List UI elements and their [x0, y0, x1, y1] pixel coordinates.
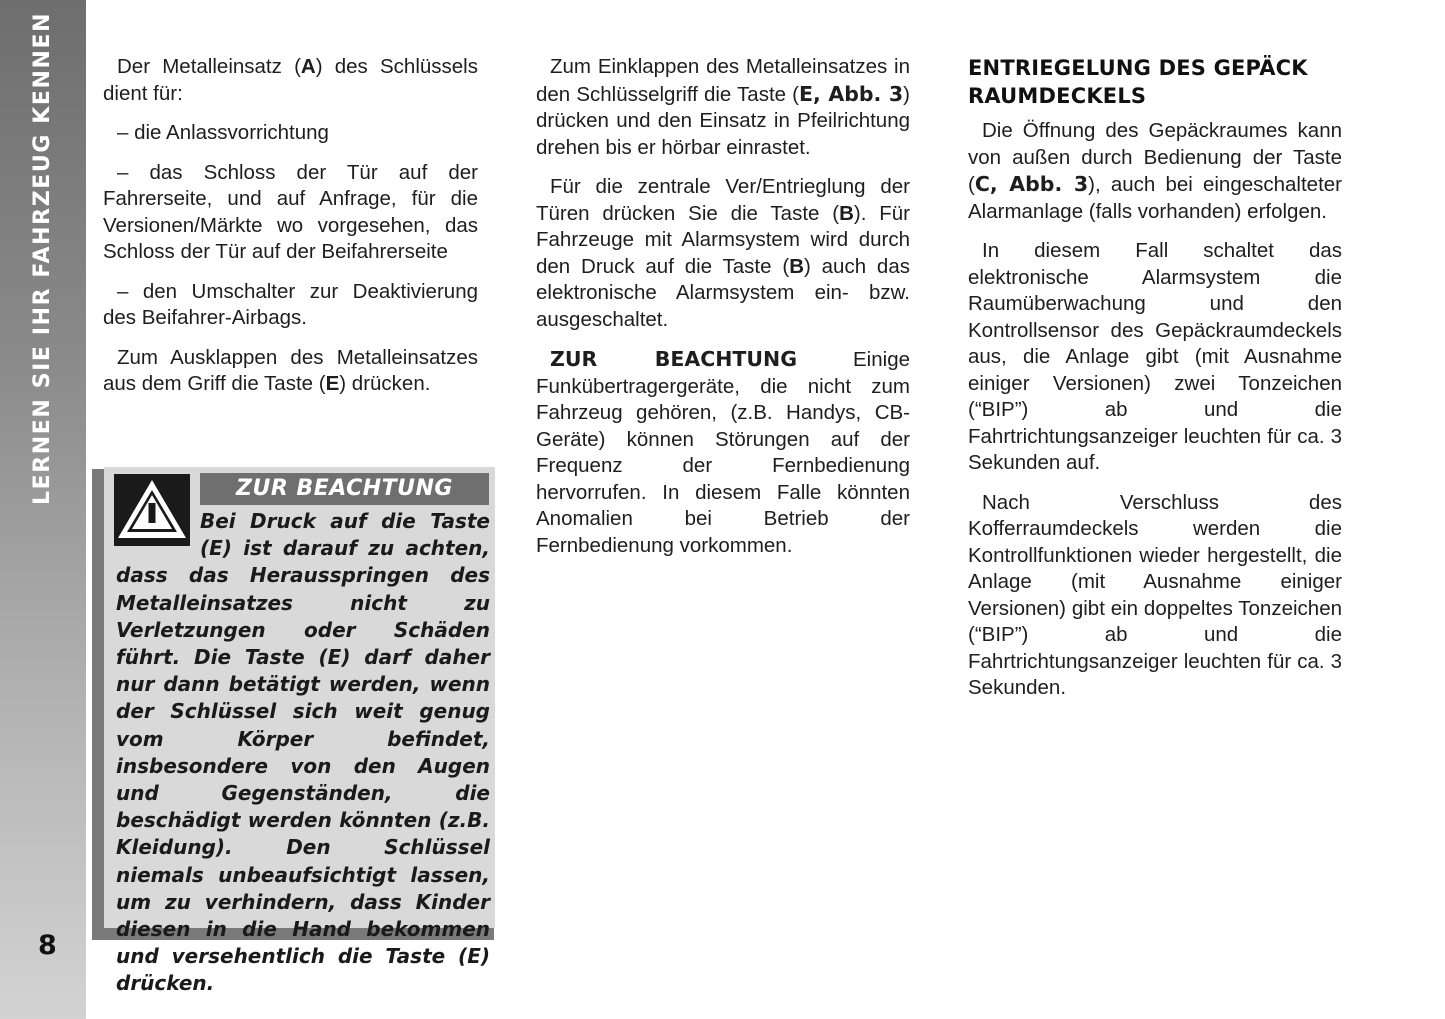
- paragraph: In diesem Fall schaltet das elektronische Alarmsystem die Raumüberwachung und den Kontrollsensor des Gepäckraumdeckels aus, die Anlage gibt (mit Ausnahme einiger Versionen) zwei Tonzeichen (“BIP”) ab und die Fahrtrichtungsanzeiger leuchten für ca. 3 Sekunden auf.: [968, 239, 1342, 474]
- section-heading: ENTRIEGELUNG DES GEPÄCK RAUMDECKELS: [968, 56, 1308, 108]
- paragraph: Die Öffnung des Gepäckraumes kann von außen durch Bedienung der Taste (C, Abb. 3), auch bei eingeschalteter Alarmanlage (falls vorhanden) erfolgen.: [968, 119, 1342, 223]
- list-item: – das Schloss der Tür auf der Fahrerseite, und auf Anfrage, für die Versionen/Märkte wo vorgesehen, das Schloss der Tür auf der Beifahrerseite: [103, 160, 478, 263]
- note-paragraph: ZUR BEACHTUNG Einige Funkübertragergeräte, die nicht zum Fahrzeug gehören, (z.B. Handys, CB-Geräte) können Störungen auf der Frequenz der Fernbedienung hervorrufen. In diesem Falle könnten Anomalien bei Betrieb der Fernbedienung vorkommen.: [536, 347, 910, 557]
- sidebar: [0, 0, 86, 1019]
- paragraph: Für die zentrale Ver/Entrieglung der Türen drücken Sie die Taste (B). Für Fahrzeuge mit Alarmsystem wird durch den Druck auf die Taste (B) auch das elektronische Alarmsystem ein- bzw. ausgeschaltet.: [536, 175, 910, 331]
- paragraph: Der Metalleinsatz (A) des Schlüssels dient für:: [103, 55, 478, 105]
- paragraph: Zum Ausklappen des Metalleinsatzes aus dem Griff die Taste (E) drücken.: [103, 345, 478, 395]
- list-item: – den Umschalter zur Deaktivierung des Beifahrer-Airbags.: [103, 279, 478, 329]
- paragraph: Nach Verschluss des Kofferraumdeckels werden die Kontrollfunktionen wieder hergestellt, die Anlage (mit Ausnahme einiger Versionen) gibt ein doppeltes Tonzeichen (“BIP”) ab und die Fahrtrichtungsanzeiger leuchten für ca. 3 Sekunden.: [968, 490, 1342, 699]
- section-title: LERNEN SIE IHR FAHRZEUG KENNEN: [30, 11, 55, 505]
- list-item: – die Anlassvorrichtung: [117, 121, 329, 144]
- column-2: [536, 54, 910, 572]
- column-3: [968, 54, 1342, 715]
- column-1: [103, 54, 478, 411]
- paragraph: Zum Einklappen des Metalleinsatzes in den Schlüsselgriff die Taste (E, Abb. 3) drücken und den Einsatz in Pfeilrichtung drehen bis er hörbar einrastet.: [536, 55, 910, 159]
- warning-title: ZUR BEACHTUNG: [200, 473, 489, 505]
- warning-text: Bei Druck auf die Taste (E) ist darauf zu achten, dass das Herausspringen des Metalleinsatzes nicht zu Verletzungen oder Schäden führt. Die Taste (E) darf daher nur dann betätigt werden, wenn der Schlüssel sich weit genug vom Körper befindet, insbesondere von den Augen und Gegenständen, die beschädigt werden könnten (z.B. Kleidung). Den Schlüssel niemals unbeaufsichtigt lassen, um zu verhindern, dass Kinder diesen in die Hand bekommen und versehentlich die Taste (E) drücken.: [116, 509, 490, 996]
- note-heading: ZUR BEACHTUNG: [550, 347, 798, 371]
- page-number: 8: [38, 930, 57, 961]
